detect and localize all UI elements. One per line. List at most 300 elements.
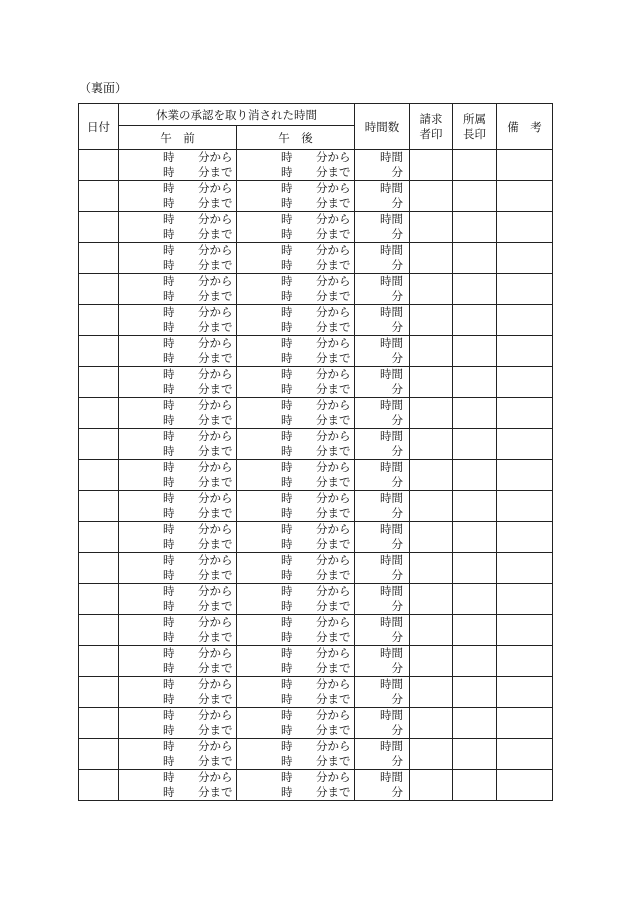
requester-seal-cell[interactable]: [410, 646, 453, 677]
from-label: 分から: [316, 243, 351, 257]
hour-label: 時: [163, 351, 175, 365]
from-label: 分から: [198, 367, 233, 381]
am-from-line: [119, 274, 236, 289]
am-time-cell[interactable]: [119, 305, 237, 336]
dept-head-seal-cell[interactable]: [453, 553, 497, 584]
hour-label: 時: [163, 212, 175, 226]
hour-label: 時: [281, 196, 293, 210]
table-row: [79, 677, 553, 708]
until-label: 分まで: [316, 754, 351, 768]
until-label: 分まで: [316, 382, 351, 396]
hour-label: 時: [163, 692, 175, 706]
dept-head-seal-cell[interactable]: [453, 336, 497, 367]
pm-time-cell[interactable]: [237, 181, 355, 212]
am-until-line: [119, 785, 236, 800]
from-label: 分から: [198, 305, 233, 319]
pm-time-cell[interactable]: [237, 677, 355, 708]
hours-cell[interactable]: [355, 429, 410, 460]
hours-cell[interactable]: [355, 553, 410, 584]
date-cell[interactable]: [79, 150, 119, 181]
pm-until-line: [237, 630, 354, 645]
pm-from-line: [237, 739, 354, 754]
pm-from-line: [237, 305, 354, 320]
am-time-cell[interactable]: [119, 677, 237, 708]
am-time-cell[interactable]: [119, 460, 237, 491]
requester-seal-cell[interactable]: [410, 708, 453, 739]
date-cell[interactable]: [79, 739, 119, 770]
hours-cell[interactable]: [355, 677, 410, 708]
dept-head-seal-cell[interactable]: [453, 615, 497, 646]
hour-label: 時: [163, 615, 175, 629]
dept-head-seal-cell[interactable]: [453, 770, 497, 801]
until-label: 分まで: [198, 351, 233, 365]
requester-seal-cell[interactable]: [410, 522, 453, 553]
date-cell[interactable]: [79, 553, 119, 584]
hours-cell[interactable]: [355, 336, 410, 367]
pm-from-line: [237, 522, 354, 537]
pm-from-line: [237, 677, 354, 692]
am-until-line: [119, 475, 236, 490]
until-label: 分まで: [316, 227, 351, 241]
cancelled-time-header: 休業の承認を取り消された時間: [119, 104, 355, 126]
am-time-cell[interactable]: [119, 708, 237, 739]
dept-head-seal-cell[interactable]: [453, 739, 497, 770]
dept-head-seal-cell[interactable]: [453, 708, 497, 739]
hours-cell[interactable]: [355, 398, 410, 429]
dept-head-seal-cell[interactable]: [453, 429, 497, 460]
am-until-line: [119, 754, 236, 769]
from-label: 分から: [316, 274, 351, 288]
hours-cell[interactable]: [355, 708, 410, 739]
dept-head-seal-cell[interactable]: [453, 677, 497, 708]
hours-cell[interactable]: [355, 491, 410, 522]
date-cell[interactable]: [79, 398, 119, 429]
hour-label: 時: [281, 506, 293, 520]
am-time-cell[interactable]: [119, 522, 237, 553]
date-cell[interactable]: [79, 367, 119, 398]
pm-time-cell[interactable]: [237, 646, 355, 677]
remarks-cell[interactable]: [497, 708, 553, 739]
hour-label: 時: [163, 785, 175, 799]
from-label: 分から: [198, 181, 233, 195]
requester-seal-cell[interactable]: [410, 677, 453, 708]
hours-unit-label: 時間: [380, 243, 403, 257]
hours-cell[interactable]: [355, 584, 410, 615]
am-from-line: [119, 739, 236, 754]
hour-label: 時: [281, 274, 293, 288]
hour-label: 時: [281, 212, 293, 226]
remarks-cell[interactable]: [497, 429, 553, 460]
until-label: 分まで: [316, 165, 351, 179]
hours-unit-label: 時間: [380, 584, 403, 598]
am-time-cell[interactable]: [119, 181, 237, 212]
remarks-cell[interactable]: [497, 522, 553, 553]
am-until-line: [119, 413, 236, 428]
until-label: 分まで: [198, 382, 233, 396]
hours-cell[interactable]: [355, 460, 410, 491]
from-label: 分から: [316, 150, 351, 164]
until-label: 分まで: [316, 661, 351, 675]
until-label: 分まで: [316, 537, 351, 551]
pm-until-line: [237, 475, 354, 490]
am-until-line: [119, 661, 236, 676]
hour-label: 時: [281, 243, 293, 257]
am-time-cell[interactable]: [119, 739, 237, 770]
remarks-cell[interactable]: [497, 367, 553, 398]
dept-head-seal-cell[interactable]: [453, 212, 497, 243]
from-label: 分から: [198, 708, 233, 722]
hours-cell[interactable]: [355, 212, 410, 243]
hour-label: 時: [281, 460, 293, 474]
table-row: [79, 460, 553, 491]
am-from-line: [119, 584, 236, 599]
pm-time-cell[interactable]: [237, 584, 355, 615]
requester-seal-cell[interactable]: [410, 212, 453, 243]
hour-label: 時: [163, 506, 175, 520]
pm-time-cell[interactable]: [237, 708, 355, 739]
pm-time-cell[interactable]: [237, 150, 355, 181]
date-cell[interactable]: [79, 677, 119, 708]
pm-until-line: [237, 785, 354, 800]
hour-label: 時: [163, 382, 175, 396]
date-cell[interactable]: [79, 274, 119, 305]
requester-seal-cell[interactable]: [410, 429, 453, 460]
dept-head-seal-cell[interactable]: [453, 522, 497, 553]
until-label: 分まで: [198, 599, 233, 613]
remarks-cell[interactable]: [497, 677, 553, 708]
hours-cell[interactable]: [355, 274, 410, 305]
hours-cell[interactable]: [355, 150, 410, 181]
minutes-unit-label: 分: [391, 661, 403, 675]
pm-time-cell[interactable]: [237, 367, 355, 398]
am-until-line: [119, 723, 236, 738]
table-row: [79, 553, 553, 584]
pm-until-line: [237, 258, 354, 273]
am-until-line: [119, 196, 236, 211]
minutes-unit-label: 分: [391, 537, 403, 551]
until-label: 分まで: [316, 723, 351, 737]
date-cell[interactable]: [79, 243, 119, 274]
hour-label: 時: [281, 429, 293, 443]
until-label: 分まで: [198, 723, 233, 737]
hours-cell[interactable]: [355, 181, 410, 212]
hour-label: 時: [281, 150, 293, 164]
pm-time-cell[interactable]: [237, 491, 355, 522]
dept-head-seal-cell[interactable]: [453, 460, 497, 491]
hour-label: 時: [281, 723, 293, 737]
from-label: 分から: [198, 150, 233, 164]
am-until-line: [119, 568, 236, 583]
until-label: 分まで: [316, 289, 351, 303]
am-time-cell[interactable]: [119, 553, 237, 584]
am-until-line: [119, 227, 236, 242]
am-time-cell[interactable]: [119, 243, 237, 274]
pm-time-cell[interactable]: [237, 305, 355, 336]
dept-head-seal-cell[interactable]: [453, 150, 497, 181]
from-label: 分から: [316, 305, 351, 319]
pm-time-cell[interactable]: [237, 522, 355, 553]
table-row: [79, 491, 553, 522]
dept-head-seal-cell[interactable]: [453, 305, 497, 336]
hours-cell[interactable]: [355, 367, 410, 398]
until-label: 分まで: [316, 351, 351, 365]
date-cell[interactable]: [79, 522, 119, 553]
hour-label: 時: [163, 723, 175, 737]
hour-label: 時: [163, 677, 175, 691]
hour-label: 時: [281, 615, 293, 629]
pm-time-cell[interactable]: [237, 553, 355, 584]
from-label: 分から: [316, 615, 351, 629]
date-cell[interactable]: [79, 460, 119, 491]
until-label: 分まで: [198, 630, 233, 644]
hours-unit-label: 時間: [380, 708, 403, 722]
from-label: 分から: [316, 677, 351, 691]
from-label: 分から: [316, 491, 351, 505]
dept-head-seal-cell[interactable]: [453, 398, 497, 429]
remarks-cell[interactable]: [497, 615, 553, 646]
remarks-cell[interactable]: [497, 584, 553, 615]
remarks-cell[interactable]: [497, 770, 553, 801]
dept-head-seal-cell[interactable]: [453, 274, 497, 305]
hours-cell[interactable]: [355, 522, 410, 553]
hour-label: 時: [281, 630, 293, 644]
requester-seal-cell[interactable]: [410, 398, 453, 429]
am-time-cell[interactable]: [119, 584, 237, 615]
pm-from-line: [237, 584, 354, 599]
remarks-cell[interactable]: [497, 336, 553, 367]
remarks-cell[interactable]: [497, 398, 553, 429]
hours-unit-label: 時間: [380, 150, 403, 164]
minutes-unit-label: 分: [391, 568, 403, 582]
requester-seal-cell[interactable]: [410, 274, 453, 305]
until-label: 分まで: [316, 258, 351, 272]
requester-seal-cell[interactable]: [410, 460, 453, 491]
from-label: 分から: [316, 584, 351, 598]
hour-label: 時: [281, 661, 293, 675]
hour-label: 時: [163, 367, 175, 381]
pm-from-line: [237, 181, 354, 196]
pm-time-cell[interactable]: [237, 429, 355, 460]
am-time-cell[interactable]: [119, 429, 237, 460]
requester-seal-cell[interactable]: [410, 150, 453, 181]
hours-unit-label: 時間: [380, 212, 403, 226]
date-cell[interactable]: [79, 181, 119, 212]
requester-seal-line1: 請求: [419, 111, 443, 126]
pm-time-cell[interactable]: [237, 739, 355, 770]
requester-seal-cell[interactable]: [410, 305, 453, 336]
remarks-cell[interactable]: [497, 646, 553, 677]
hours-unit-label: 時間: [380, 367, 403, 381]
remarks-header: 備 考: [497, 104, 553, 150]
hours-unit-label: 時間: [380, 181, 403, 195]
hour-label: 時: [163, 646, 175, 660]
hour-label: 時: [281, 568, 293, 582]
until-label: 分まで: [316, 413, 351, 427]
from-label: 分から: [316, 181, 351, 195]
hour-label: 時: [281, 289, 293, 303]
hour-label: 時: [163, 320, 175, 334]
until-label: 分まで: [316, 599, 351, 613]
hour-label: 時: [163, 522, 175, 536]
date-cell[interactable]: [79, 615, 119, 646]
hour-label: 時: [281, 692, 293, 706]
remarks-cell[interactable]: [497, 150, 553, 181]
am-time-cell[interactable]: [119, 615, 237, 646]
am-from-line: [119, 708, 236, 723]
hour-label: 時: [281, 444, 293, 458]
am-from-line: [119, 243, 236, 258]
remarks-cell[interactable]: [497, 553, 553, 584]
pm-from-line: [237, 336, 354, 351]
hour-label: 時: [163, 258, 175, 272]
dept-head-seal-cell[interactable]: [453, 181, 497, 212]
am-time-cell[interactable]: [119, 150, 237, 181]
pm-from-line: [237, 553, 354, 568]
hours-unit-label: 時間: [380, 646, 403, 660]
requester-seal-cell[interactable]: [410, 553, 453, 584]
pm-until-line: [237, 444, 354, 459]
hour-label: 時: [281, 584, 293, 598]
pm-until-line: [237, 599, 354, 614]
hour-label: 時: [163, 243, 175, 257]
remarks-cell[interactable]: [497, 181, 553, 212]
hours-unit-label: 時間: [380, 522, 403, 536]
hours-cell[interactable]: [355, 243, 410, 274]
hours-cell[interactable]: [355, 646, 410, 677]
am-from-line: [119, 615, 236, 630]
pm-time-cell[interactable]: [237, 336, 355, 367]
requester-seal-cell[interactable]: [410, 491, 453, 522]
date-cell[interactable]: [79, 429, 119, 460]
requester-seal-cell[interactable]: [410, 770, 453, 801]
am-from-line: [119, 212, 236, 227]
from-label: 分から: [316, 367, 351, 381]
minutes-unit-label: 分: [391, 475, 403, 489]
hours-cell[interactable]: [355, 770, 410, 801]
am-time-cell[interactable]: [119, 770, 237, 801]
minutes-unit-label: 分: [391, 289, 403, 303]
am-time-cell[interactable]: [119, 367, 237, 398]
remarks-cell[interactable]: [497, 243, 553, 274]
pm-time-cell[interactable]: [237, 398, 355, 429]
minutes-unit-label: 分: [391, 165, 403, 179]
from-label: 分から: [198, 212, 233, 226]
requester-seal-cell[interactable]: [410, 336, 453, 367]
hour-label: 時: [163, 630, 175, 644]
hour-label: 時: [163, 165, 175, 179]
table-row: [79, 429, 553, 460]
date-cell[interactable]: [79, 708, 119, 739]
date-cell[interactable]: [79, 305, 119, 336]
minutes-unit-label: 分: [391, 754, 403, 768]
remarks-cell[interactable]: [497, 274, 553, 305]
hour-label: 時: [163, 491, 175, 505]
hour-label: 時: [281, 382, 293, 396]
requester-seal-cell[interactable]: [410, 181, 453, 212]
am-time-cell[interactable]: [119, 398, 237, 429]
requester-seal-cell[interactable]: [410, 367, 453, 398]
am-time-cell[interactable]: [119, 646, 237, 677]
until-label: 分まで: [198, 537, 233, 551]
date-cell[interactable]: [79, 770, 119, 801]
hours-cell[interactable]: [355, 739, 410, 770]
table-row: [79, 367, 553, 398]
until-label: 分まで: [198, 475, 233, 489]
pm-from-line: [237, 212, 354, 227]
remarks-cell[interactable]: [497, 739, 553, 770]
dept-head-seal-cell[interactable]: [453, 243, 497, 274]
from-label: 分から: [316, 770, 351, 784]
am-from-line: [119, 770, 236, 785]
remarks-cell[interactable]: [497, 212, 553, 243]
am-time-cell[interactable]: [119, 274, 237, 305]
hour-label: 時: [281, 553, 293, 567]
am-until-line: [119, 351, 236, 366]
pm-time-cell[interactable]: [237, 212, 355, 243]
minutes-unit-label: 分: [391, 413, 403, 427]
hours-unit-label: 時間: [380, 398, 403, 412]
am-time-cell[interactable]: [119, 212, 237, 243]
minutes-unit-label: 分: [391, 258, 403, 272]
table-row: [79, 305, 553, 336]
hour-label: 時: [163, 537, 175, 551]
dept-head-seal-cell[interactable]: [453, 367, 497, 398]
am-from-line: [119, 150, 236, 165]
minutes-unit-label: 分: [391, 723, 403, 737]
from-label: 分から: [316, 708, 351, 722]
pm-from-line: [237, 150, 354, 165]
requester-seal-cell[interactable]: [410, 584, 453, 615]
hour-label: 時: [163, 599, 175, 613]
remarks-cell[interactable]: [497, 460, 553, 491]
minutes-unit-label: 分: [391, 630, 403, 644]
hour-label: 時: [281, 305, 293, 319]
dept-head-seal-cell[interactable]: [453, 491, 497, 522]
requester-seal-cell[interactable]: [410, 243, 453, 274]
requester-seal-line2: 者印: [419, 126, 443, 141]
dept-head-seal-cell[interactable]: [453, 646, 497, 677]
pm-time-cell[interactable]: [237, 274, 355, 305]
am-time-cell[interactable]: [119, 336, 237, 367]
requester-seal-cell[interactable]: [410, 615, 453, 646]
pm-time-cell[interactable]: [237, 460, 355, 491]
remarks-cell[interactable]: [497, 491, 553, 522]
hours-cell[interactable]: [355, 305, 410, 336]
date-cell[interactable]: [79, 584, 119, 615]
date-cell[interactable]: [79, 646, 119, 677]
hours-cell[interactable]: [355, 615, 410, 646]
dept-head-seal-cell[interactable]: [453, 584, 497, 615]
am-time-cell[interactable]: [119, 491, 237, 522]
pm-time-cell[interactable]: [237, 243, 355, 274]
date-cell[interactable]: [79, 491, 119, 522]
hours-unit-label: 時間: [380, 274, 403, 288]
date-cell[interactable]: [79, 212, 119, 243]
am-from-line: [119, 491, 236, 506]
hours-unit-label: 時間: [380, 305, 403, 319]
until-label: 分まで: [198, 289, 233, 303]
from-label: 分から: [198, 398, 233, 412]
am-until-line: [119, 692, 236, 707]
am-until-line: [119, 289, 236, 304]
pm-time-cell[interactable]: [237, 770, 355, 801]
table-row: [79, 584, 553, 615]
pm-time-cell[interactable]: [237, 615, 355, 646]
requester-seal-cell[interactable]: [410, 739, 453, 770]
until-label: 分まで: [316, 196, 351, 210]
remarks-cell[interactable]: [497, 305, 553, 336]
date-cell[interactable]: [79, 336, 119, 367]
